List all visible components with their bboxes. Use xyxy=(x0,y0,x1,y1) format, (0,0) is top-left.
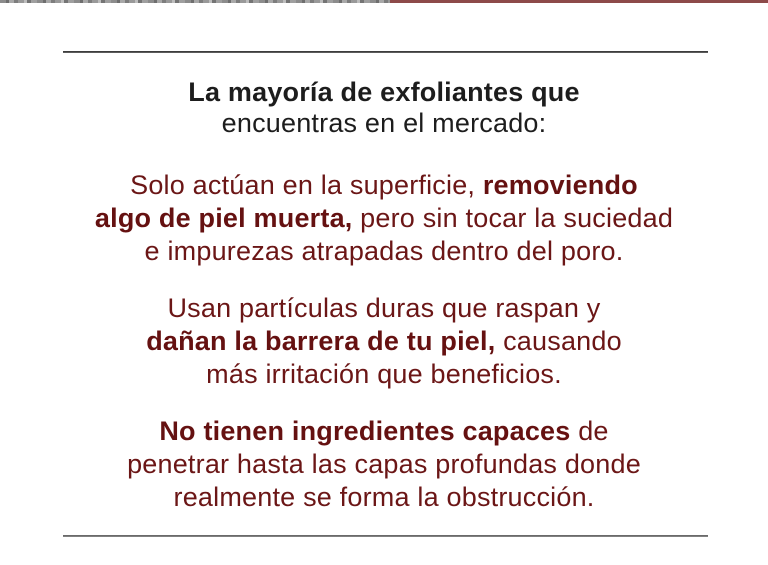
text-segment: más irritación que beneficios. xyxy=(206,359,562,389)
paragraph-line xyxy=(34,481,734,514)
paragraph-line xyxy=(34,448,734,481)
paragraph-surface-only xyxy=(34,169,734,268)
text-segment: causando xyxy=(495,326,622,356)
text-segment: penetrar hasta las capas profundas donde xyxy=(127,449,641,479)
paragraph-line xyxy=(34,235,734,268)
paragraph-hard-particles xyxy=(34,292,734,391)
text-segment: de xyxy=(570,416,609,446)
text-segment-bold: No tienen ingredientes capaces xyxy=(159,416,571,446)
text-segment: realmente se forma la obstrucción. xyxy=(173,482,595,512)
page-title-line-1: La mayoría de exfoliantes que xyxy=(188,77,580,107)
top-edge-decoration xyxy=(0,0,768,3)
top-edge-accent-segment xyxy=(390,0,768,3)
bottom-divider-rule xyxy=(63,535,708,537)
text-segment: e impurezas atrapadas dentro del poro. xyxy=(144,236,624,266)
paragraph-line xyxy=(34,325,734,358)
paragraph-line xyxy=(34,292,734,325)
text-segment-bold: removiendo xyxy=(482,170,638,200)
paragraph-line xyxy=(34,169,734,202)
text-segment-bold: dañan la barrera de tu piel, xyxy=(146,326,496,356)
text-segment: Usan partículas duras que raspan y xyxy=(167,293,601,323)
paragraph-line xyxy=(34,358,734,391)
text-segment-bold: algo de piel muerta, xyxy=(94,203,353,233)
paragraph-no-ingredients xyxy=(34,415,734,514)
top-edge-noise-segment xyxy=(0,0,390,3)
page-title xyxy=(0,77,768,139)
paragraph-line xyxy=(34,202,734,235)
text-segment: pero sin tocar la suciedad xyxy=(352,203,674,233)
top-divider-rule xyxy=(63,51,708,53)
paragraph-line xyxy=(34,415,734,448)
text-segment: Solo actúan en la superficie, xyxy=(130,170,483,200)
page-title-line-2: encuentras en el mercado: xyxy=(221,108,547,138)
